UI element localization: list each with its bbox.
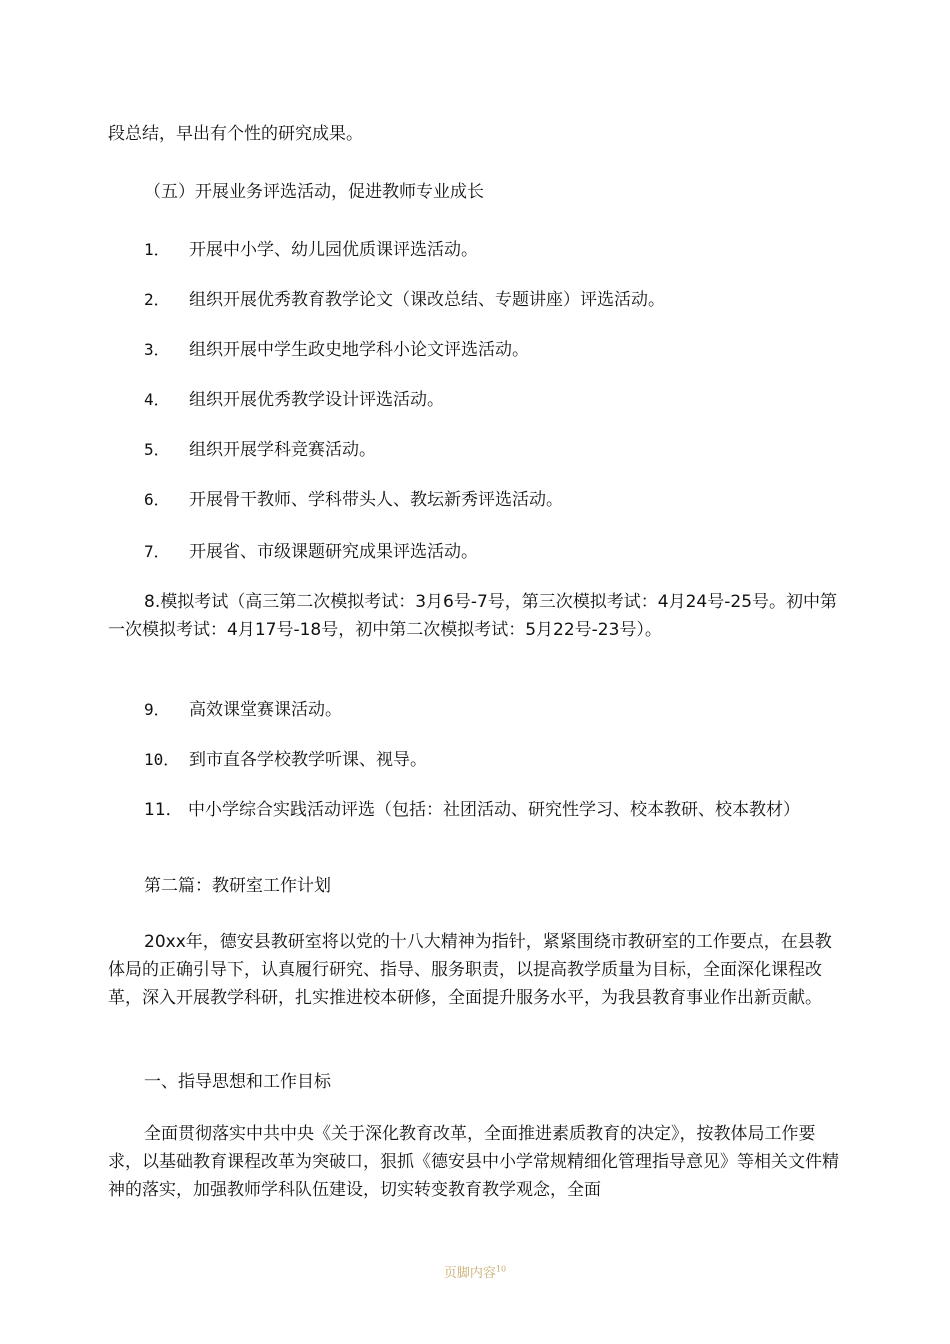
list-number: 7． (144, 542, 170, 561)
list-item (144, 386, 844, 414)
list-number: 6． (144, 490, 170, 509)
list-item (144, 286, 844, 314)
footer-label: 页脚内容 (443, 1266, 496, 1281)
list-number: 9． (144, 700, 170, 719)
intro-paragraph: 20xx年，德安县教研室将以党的十八大精神为指针，紧紧围绕市教研室的工作要点，在县教体局的正确引导下，认真履行研究、指导、服务职责，以提高教学质量为目标，全面深化课程改革，深入开展教学科研，扎实推进校本研修，全面提升服务水平，为我县教育事业作出新贡献。 (108, 932, 832, 1008)
list-text: 开展中小学、幼儿园优质课评选活动。 (189, 240, 478, 260)
list-text: 组织开展中学生政史地学科小论文评选活动。 (189, 340, 529, 360)
list-item (144, 746, 844, 774)
list-number: 3． (144, 340, 170, 359)
list-text: 组织开展优秀教育教学论文（课改总结、专题讲座）评选活动。 (189, 290, 665, 310)
list-item-practice-activities: 11． 中小学综合实践活动评选（包括：社团活动、研究性学习、校本教研、校本教材） (144, 800, 801, 820)
list-item (144, 236, 844, 264)
list-text: 开展骨干教师、学科带头人、教坛新秀评选活动。 (189, 490, 563, 510)
list-number: 4． (144, 390, 170, 409)
list-text: 组织开展学科竞赛活动。 (189, 440, 376, 460)
list-text: 组织开展优秀教学设计评选活动。 (189, 390, 444, 410)
heading-guiding-thoughts: 一、指导思想和工作目标 (144, 1072, 331, 1092)
list-number: 1． (144, 240, 170, 259)
list-item (144, 538, 844, 566)
paragraph-continuation: 段总结，早出有个性的研究成果。 (108, 124, 363, 144)
list-item (144, 336, 844, 364)
list-item (144, 436, 844, 464)
list-number: 10． (144, 750, 180, 769)
page-footer (0, 1262, 950, 1281)
list-item (144, 486, 844, 514)
page-number: 10 (495, 1264, 507, 1274)
list-item-mock-exams: 8.模拟考试（高三第二次模拟考试：3月6号-7号，第三次模拟考试：4月24号-25号。初中第一次模拟考试：4月17号-18号，初中第二次模拟考试：5月22号-23号）。 (108, 592, 838, 640)
list-number: 5． (144, 440, 170, 459)
list-number: 2． (144, 290, 170, 309)
list-item (144, 696, 844, 724)
list-text: 开展省、市级课题研究成果评选活动。 (189, 542, 478, 562)
list-text: 高效课堂赛课活动。 (189, 700, 342, 720)
part-two-title: 第二篇：教研室工作计划 (144, 876, 331, 896)
section-heading-five: （五）开展业务评选活动，促进教师专业成长 (144, 182, 484, 202)
guiding-paragraph: 全面贯彻落实中共中央《关于深化教育改革，全面推进素质教育的决定》，按教体局工作要求，以基础教育课程改革为突破口，狠抓《德安县中小学常规精细化管理指导意见》等相关文件精神的落实，加强教师学科队伍建设，切实转变教育教学观念，全面 (108, 1124, 839, 1200)
list-text: 到市直各学校教学听课、视导。 (189, 750, 427, 770)
